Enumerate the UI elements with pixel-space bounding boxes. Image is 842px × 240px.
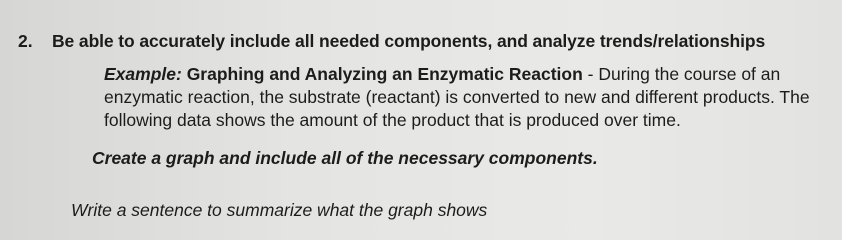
example-label: Example: [104, 64, 182, 84]
example-line-1-rest: - During the course of an [582, 64, 781, 84]
example-line-1 [104, 64, 780, 85]
task-write-summary: Write a sentence to summarize what the graph shows [71, 200, 488, 220]
item-number: 2. [18, 31, 33, 51]
task-create-graph: Create a graph and include all of the necessary components. [92, 148, 598, 168]
example-line-2: enzymatic reaction, the substrate (reactant) is converted to new and different products. The [104, 87, 810, 107]
item-heading: Be able to accurately include all needed components, and analyze trends/relationships [52, 31, 766, 51]
example-line-3: following data shows the amount of the product that is produced over time. [104, 110, 681, 130]
example-title: Graphing and Analyzing an Enzymatic Reaction [186, 64, 583, 84]
